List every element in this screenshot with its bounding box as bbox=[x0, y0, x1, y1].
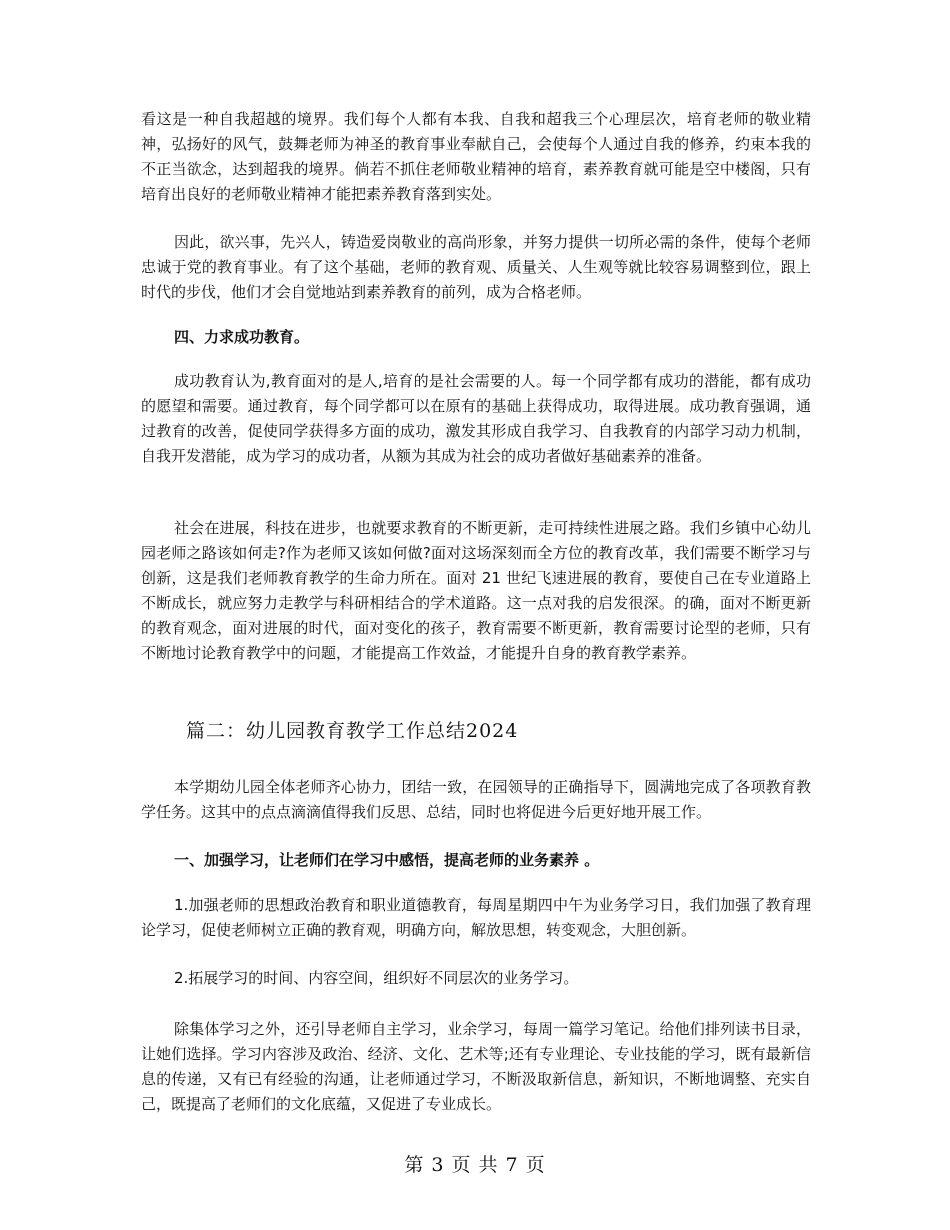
section-title-part-two: 篇二：幼儿园教育教学工作总结2024 bbox=[186, 720, 519, 742]
paragraph-6: 1.加强老师的思想政治教育和职业道德教育，每周星期四中午为业务学习日，我们加强了教育理论学习，促使老师树立正确的教育观，明确方向，解放思想，转变观念，大胆创新。 bbox=[141, 896, 811, 939]
paragraph-5: 本学期幼儿园全体老师齐心协力，团结一致，在园领导的正确指导下，圆满地完成了各项教育教学任务。这其中的点点滴滴值得我们反思、总结，同时也将促进今后更好地开展工作。 bbox=[141, 778, 811, 821]
paragraph-3: 成功教育认为,教育面对的是人,培育的是社会需要的人。每一个同学都有成功的潜能，都有成功的愿望和需要。通过教育，每个同学都可以在原有的基础上获得成功，取得进展。成功教育强调，通过教育的改善，促使同学获得多方面的成功，激发其形成自我学习、自我教育的内部学习动力机制，自我开发潜能，成为学习的成功者，从额为其成为社会的成功者做好基础素养的准备。 bbox=[141, 372, 811, 465]
paragraph-2: 因此，欲兴事，先兴人，铸造爱岗敬业的高尚形象，并努力提供一切所必需的条件，使每个老师忠诚于党的教育事业。有了这个基础，老师的教育观、质量关、人生观等就比较容易调整到位，跟上时代的步伐，他们才会自觉地站到素养教育的前列，成为合格老师。 bbox=[141, 233, 811, 301]
paragraph-1: 看这是一种自我超越的境界。我们每个人都有本我、自我和超我三个心理层次，培育老师的敬业精神，弘扬好的风气，鼓舞老师为神圣的教育事业奉献自己，会使每个人通过自我的修养，约束本我的不正当欲念，达到超我的境界。倘若不抓住老师敬业精神的培育，素养教育就可能是空中楼阁，只有培育出良好的老师敬业精神才能把素养教育落到实处。 bbox=[141, 110, 811, 203]
heading-success-education: 四、力求成功教育。 bbox=[174, 328, 310, 346]
paragraph-7: 2.拓展学习的时间、内容空间，组织好不同层次的业务学习。 bbox=[174, 969, 579, 987]
page-number-footer: 第 3 页 共 7 页 bbox=[404, 1154, 546, 1176]
heading-strengthen-study: 一、加强学习，让老师们在学习中感悟，提高老师的业务素养 。 bbox=[174, 851, 600, 869]
paragraph-8: 除集体学习之外，还引导老师自主学习，业余学习，每周一篇学习笔记。给他们排列读书目录，让她们选择。学习内容涉及政治、经济、文化、艺术等;还有专业理论、专业技能的学习，既有最新信息的传递，又有已有经验的沟通，让老师通过学习，不断汲取新信息，新知识，不断地调整、充实自己，既提高了老师们的文化底蕴，又促进了专业成长。 bbox=[141, 1020, 811, 1113]
paragraph-4: 社会在进展，科技在进步，也就要求教育的不断更新，走可持续性进展之路。我们乡镇中心幼儿园老师之路该如何走?作为老师又该如何做?面对这场深刻而全方位的教育改革，我们需要不断学习与创新，这是我们老师教育教学的生命力所在。面对 21 世纪飞速进展的教育，要使自己在专业道路上不断成长，就应努力走教学与科研相结合的学术道路。这一点对我的启发很深。的确，面对不断更新的教育观念，面对进展的时代，面对变化的孩子，教育需要不断更新，教育需要讨论型的老师，只有不断地讨论教育教学中的问题，才能提高工作效益，才能提升自身的教育教学素养。 bbox=[141, 519, 811, 662]
